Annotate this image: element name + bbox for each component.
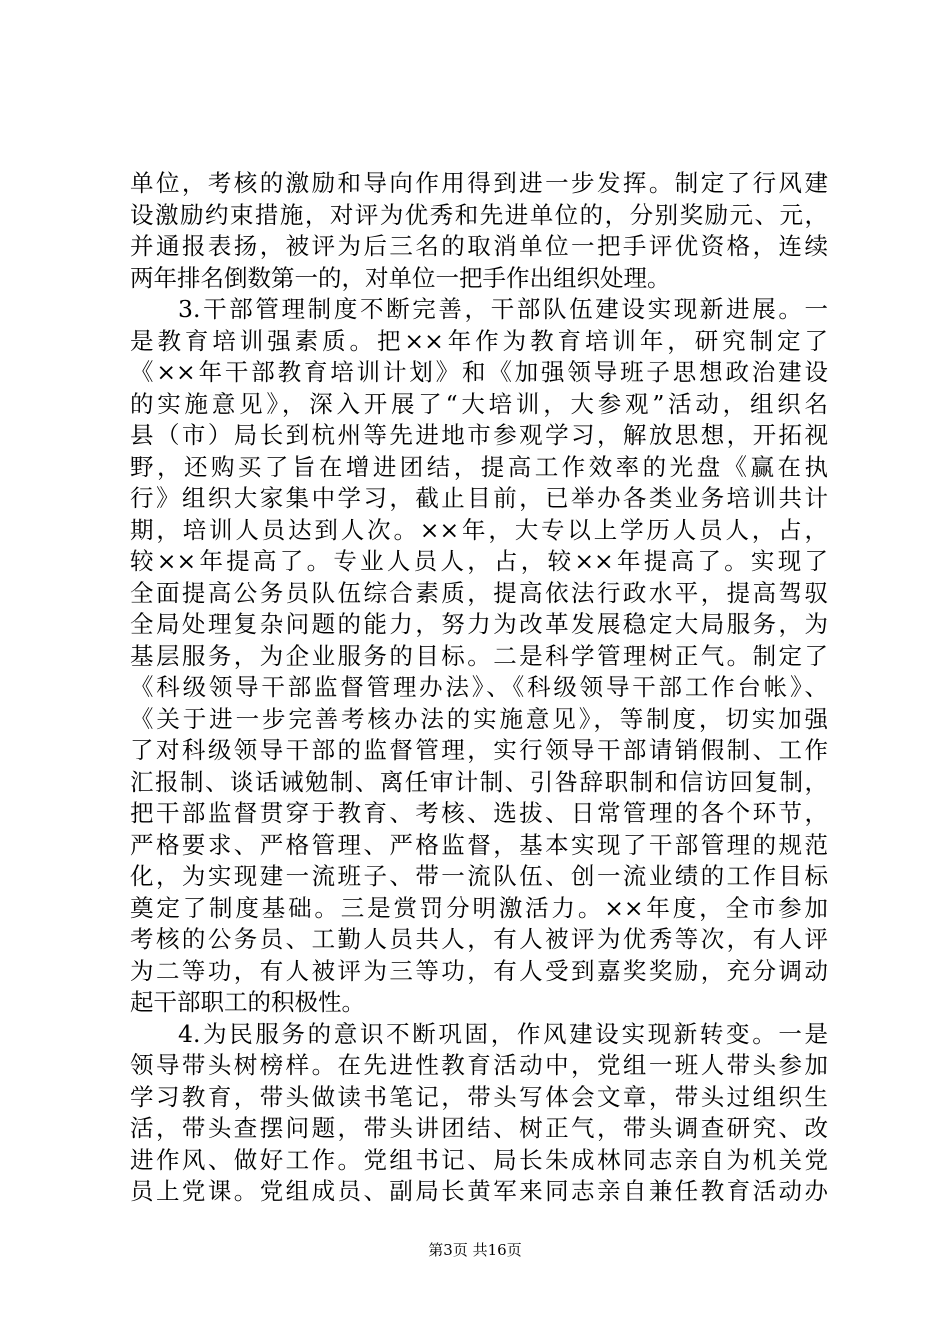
text-line: 县（市）局长到杭州等先进地市参观学习，解放思想，开拓视 (130, 421, 828, 449)
text-line: 汇报制、谈话诫勉制、离任审计制、引咎辞职制和信访回复制， (130, 767, 828, 796)
text-line: 设激励约束措施，对评为优秀和先进单位的，分别奖励元、元， (130, 200, 828, 229)
text-line: 《关于进一步完善考核办法的实施意见》，等制度，切实加强 (130, 704, 828, 733)
text-line: 基层服务，为企业服务的目标。二是科学管理树正气。制定了 (130, 641, 828, 670)
text-line: 《××年干部教育培训计划》和《加强领导班子思想政治建设 (130, 358, 828, 386)
text-line: 奠定了制度基础。三是赏罚分明激活力。××年度，全市参加 (130, 893, 828, 922)
text-line: 《科级领导干部监督管理办法》、《科级领导干部工作台帐》、 (130, 673, 828, 701)
text-line: 全局处理复杂问题的能力，努力为改革发展稳定大局服务，为 (130, 610, 828, 638)
text-line: 为二等功，有人被评为三等功，有人受到嘉奖奖励，充分调动 (130, 956, 828, 985)
text-line: 野，还购买了旨在增进团结，提高工作效率的光盘《赢在执 (130, 452, 828, 481)
document-body (130, 168, 828, 1208)
text-line: 严格要求、严格管理、严格监督，基本实现了干部管理的规范 (130, 830, 828, 859)
text-line: 起干部职工的积极性。 (130, 988, 365, 1016)
paragraph-heading-line: 3.干部管理制度不断完善，干部队伍建设实现新进展。一 (178, 295, 828, 323)
text-line: 行》组织大家集中学习，截止目前，已举办各类业务培训共计 (130, 484, 828, 512)
text-line: 的实施意见》，深入开展了“大培训，大参观”活动，组织名 (130, 389, 828, 418)
text-line: 两年排名倒数第一的，对单位一把手作出组织处理。 (130, 263, 671, 292)
text-line: 较××年提高了。专业人员人，占，较××年提高了。实现了 (130, 547, 828, 575)
text-line: 单位，考核的激励和导向作用得到进一步发挥。制定了行风建 (130, 169, 828, 197)
text-line: 领导带头树榜样。在先进性教育活动中，党组一班人带头参加 (130, 1051, 828, 1079)
text-line: 学习教育，带头做读书笔记，带头写体会文章，带头过组织生 (130, 1082, 828, 1111)
text-line: 并通报表扬，被评为后三名的取消单位一把手评优资格，连续 (130, 232, 828, 260)
text-line: 化，为实现建一流班子、带一流队伍、创一流业绩的工作目标 (130, 862, 828, 890)
text-line: 全面提高公务员队伍综合素质，提高依法行政水平，提高驾驭 (130, 578, 828, 607)
page-footer (0, 1240, 950, 1260)
text-line: 考核的公务员、工勤人员共人，有人被评为优秀等次，有人评 (130, 925, 828, 953)
page-number: 第3页 共16页 (428, 1241, 522, 1259)
text-line: 员上党课。党组成员、副局长黄军来同志亲自兼任教育活动办 (130, 1177, 828, 1205)
text-line: 是教育培训强素质。把××年作为教育培训年，研究制定了 (130, 326, 828, 355)
text-line: 进作风、做好工作。党组书记、局长朱成林同志亲自为机关党 (130, 1145, 828, 1174)
paragraph-heading-line: 4.为民服务的意识不断巩固，作风建设实现新转变。一是 (178, 1019, 828, 1048)
text-line: 期，培训人员达到人次。××年，大专以上学历人员人，占， (130, 515, 828, 544)
text-line: 了对科级领导干部的监督管理，实行领导干部请销假制、工作 (130, 736, 828, 764)
text-line: 活，带头查摆问题，带头讲团结、树正气，带头调查研究、改 (130, 1114, 828, 1142)
text-line: 把干部监督贯穿于教育、考核、选拔、日常管理的各个环节， (130, 799, 828, 827)
